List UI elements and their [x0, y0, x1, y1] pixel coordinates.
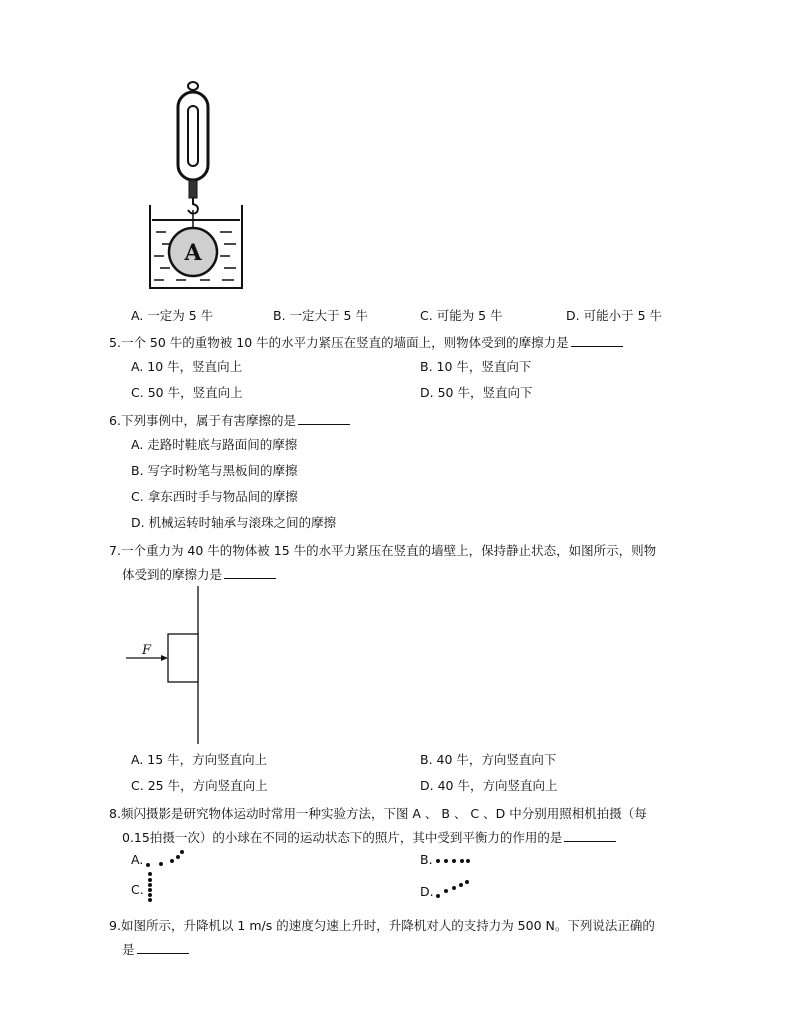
answer-blank[interactable]: [224, 567, 276, 579]
spring-scale-figure: [140, 80, 250, 295]
q6-option-b[interactable]: B. 写字时粉笔与黑板间的摩擦: [131, 463, 298, 478]
q4-option-d[interactable]: D. 可能小于 5 牛: [566, 308, 662, 323]
answer-blank[interactable]: [571, 335, 623, 347]
dots-vertical-fall: [144, 870, 158, 904]
q5-option-b[interactable]: B. 10 牛，竖直向下: [420, 359, 532, 374]
block-label: A: [184, 240, 202, 266]
q8-stem-line2: 0.15拍摄一次）的小球在不同的运动状态下的照片，其中受到平衡力的作用的是: [122, 828, 616, 846]
q8-option-b[interactable]: B.: [420, 852, 433, 867]
q4-option-a[interactable]: A. 一定为 5 牛: [131, 308, 214, 323]
q5-option-d[interactable]: D. 50 牛，竖直向下: [420, 385, 533, 400]
q4-option-c[interactable]: C. 可能为 5 牛: [420, 308, 503, 323]
q7-option-c[interactable]: C. 25 牛，方向竖直向上: [131, 778, 268, 793]
answer-blank[interactable]: [564, 830, 616, 842]
force-label: F: [142, 643, 152, 658]
q8-option-c[interactable]: C.: [131, 882, 144, 897]
dots-uniform-line: [434, 852, 474, 868]
dots-diagonal-line: [434, 876, 474, 900]
q7-stem-line1: 7.一个重力为 40 牛的物体被 15 牛的水平力紧压在竖直的墙壁上，保持静止状态，如图所示，则物: [109, 543, 657, 558]
q7-option-b[interactable]: B. 40 牛，方向竖直向下: [420, 752, 557, 767]
q9-stem-line1: 9.如图所示，升降机以 1 m/s 的速度匀速上升时，升降机对人的支持力为 500 N。下列说法正确的: [109, 918, 655, 933]
q9-stem-line2: 是: [122, 940, 189, 958]
q7-option-d[interactable]: D. 40 牛，方向竖直向上: [420, 778, 558, 793]
q7-stem-line2: 体受到的摩擦力是: [122, 565, 276, 583]
answer-blank[interactable]: [137, 942, 189, 954]
wall-block-figure: [120, 586, 210, 746]
q8-option-d[interactable]: D.: [420, 884, 434, 899]
q5-option-a[interactable]: A. 10 牛，竖直向上: [131, 359, 243, 374]
q5-option-c[interactable]: C. 50 牛，竖直向上: [131, 385, 243, 400]
dots-accelerating-curve: [144, 846, 189, 870]
q6-stem: 6.下列事例中，属于有害摩擦的是: [109, 411, 350, 429]
answer-blank[interactable]: [298, 413, 350, 425]
q6-option-d[interactable]: D. 机械运转时轴承与滚珠之间的摩擦: [131, 515, 337, 530]
q6-option-a[interactable]: A. 走路时鞋底与路面间的摩擦: [131, 437, 298, 452]
q7-option-a[interactable]: A. 15 牛，方向竖直向上: [131, 752, 268, 767]
q6-option-c[interactable]: C. 拿东西时手与物品间的摩擦: [131, 489, 298, 504]
q8-stem-line1: 8.频闪摄影是研究物体运动时常用一种实验方法，下图 A 、 B 、 C 、D 中分别用照相机拍摄（每: [109, 806, 647, 821]
q4-option-b[interactable]: B. 一定大于 5 牛: [273, 308, 368, 323]
q5-stem: 5.一个 50 牛的重物被 10 牛的水平力紧压在竖直的墙面上，则物体受到的摩擦力是: [109, 333, 623, 351]
q8-option-a[interactable]: A.: [131, 852, 144, 867]
